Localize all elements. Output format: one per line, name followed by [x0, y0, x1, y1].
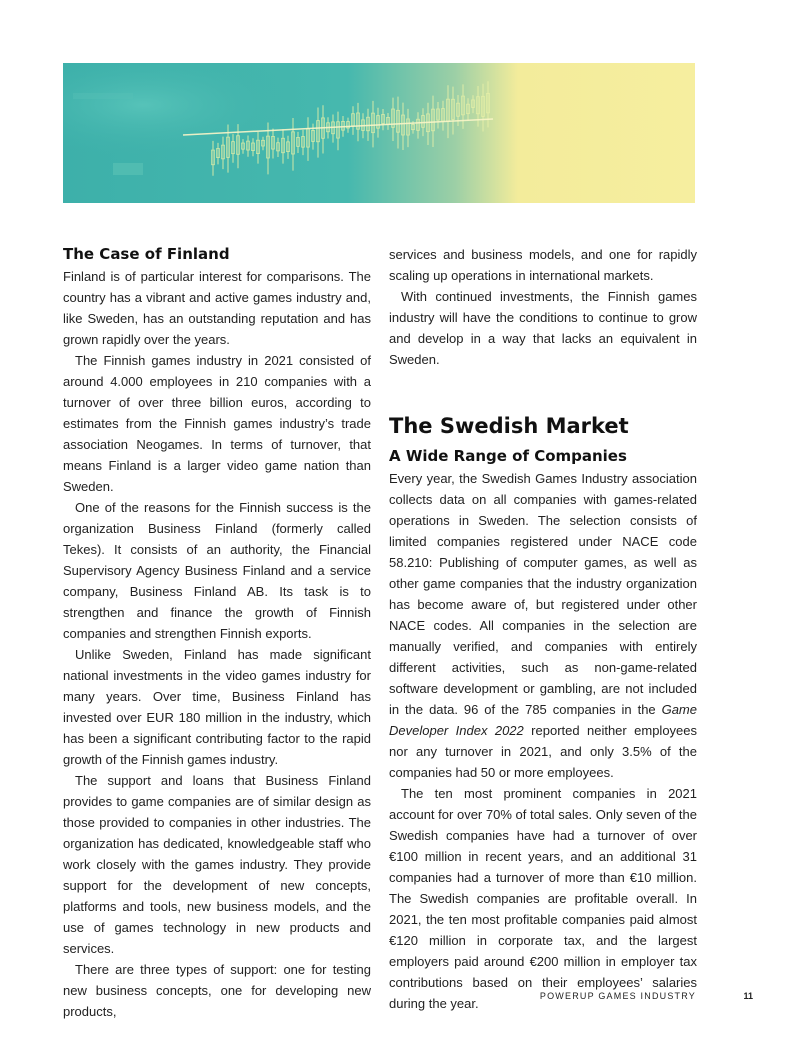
right-column: [389, 244, 697, 1014]
text-run: Every year, the Swedish Games Industry association collects data on all companies with games-related operations in Sweden. The selection consists of limited companies registered under NACE code 58.210: Publishing of computer games, as well as other game companies that the industry organization has become aware of, but registered under other NACE codes. All companies in the selection are manually verified, and companies with entirely different activities, such as non-game-related software development or gambling, are not included in the data. 96 of the 785 companies in the: [389, 471, 697, 717]
page-footer: [63, 991, 753, 1005]
paragraph: With continued investments, the Finnish games industry will have the conditions to continue to grow and develop in a way that lacks an equivalent in Sweden.: [389, 289, 697, 367]
paragraph: Finland is of particular interest for comparisons. The country has a vibrant and active games industry and, like Sweden, has an outstanding reputation and has grown rapidly over the years.: [63, 269, 371, 347]
section-title-swedish-market: The Swedish Market: [389, 414, 629, 438]
paragraph: services and business models, and one for rapidly scaling up operations in international markets.: [389, 247, 697, 283]
text-run: reported neither employees nor any turnover in 2021, and only 3.5% of the companies had 50 or more employees.: [389, 723, 698, 780]
page-number: 11: [743, 991, 753, 1001]
paragraph: There are three types of support: one for testing new business concepts, one for developing new products,: [63, 962, 371, 1019]
report-title: Game Developer Index 2022: [389, 702, 697, 738]
paragraph: One of the reasons for the Finnish success is the organization Business Finland (formerly called Tekes). It consists of an authority, the Financial Supervisory Agency Business Finland and a service company, Business Finland AB. Its task is to strengthen and finance the growth of Finnish companies and strengthen Finnish exports.: [63, 500, 371, 641]
footer-label: POWERUP GAMES INDUSTRY: [539, 991, 696, 1001]
left-column: [63, 244, 371, 1022]
paragraph: Unlike Sweden, Finland has made significant national investments in the video games industry for many years. Over time, Business Finland has invested over EUR 180 million in the industry, which has been a significant contributing factor to the rapid growth of the Finnish games industry.: [63, 647, 371, 767]
paragraph: [389, 468, 697, 783]
stock-chart-photo: [63, 63, 695, 203]
subheading-wide-range-of-companies: A Wide Range of Companies: [389, 447, 627, 465]
paragraph: The Finnish games industry in 2021 consisted of around 4.000 employees in 210 companies with a turnover of over three billion euros, according to estimates from the Finnish games industry’s trade association Neogames. In terms of turnover, that means Finland is a larger video game nation than Sweden.: [63, 353, 371, 494]
heading-case-of-finland: The Case of Finland: [63, 245, 230, 263]
hero-image: [63, 63, 695, 203]
paragraph: The support and loans that Business Finland provides to game companies are of similar design as those provided to companies in other industries. The organization has dedicated, knowledgeable staff who work closely with the games industry. They provide support for the development of new concepts, platforms and tools, new business models, and the use of games technology in new products and services.: [63, 773, 371, 956]
paragraph: The ten most prominent companies in 2021 account for over 70% of total sales. Only seven of the Swedish companies have had a turnover of over €100 million in recent years, and an additional 31 companies had a turnover of more than €10 million. The Swedish companies are profitable overall. In 2021, the ten most profitable companies paid almost €120 million in corporate tax, and the largest employers paid around €200 million in employer tax contributions based on their employees’ salaries during the year.: [389, 786, 697, 1011]
